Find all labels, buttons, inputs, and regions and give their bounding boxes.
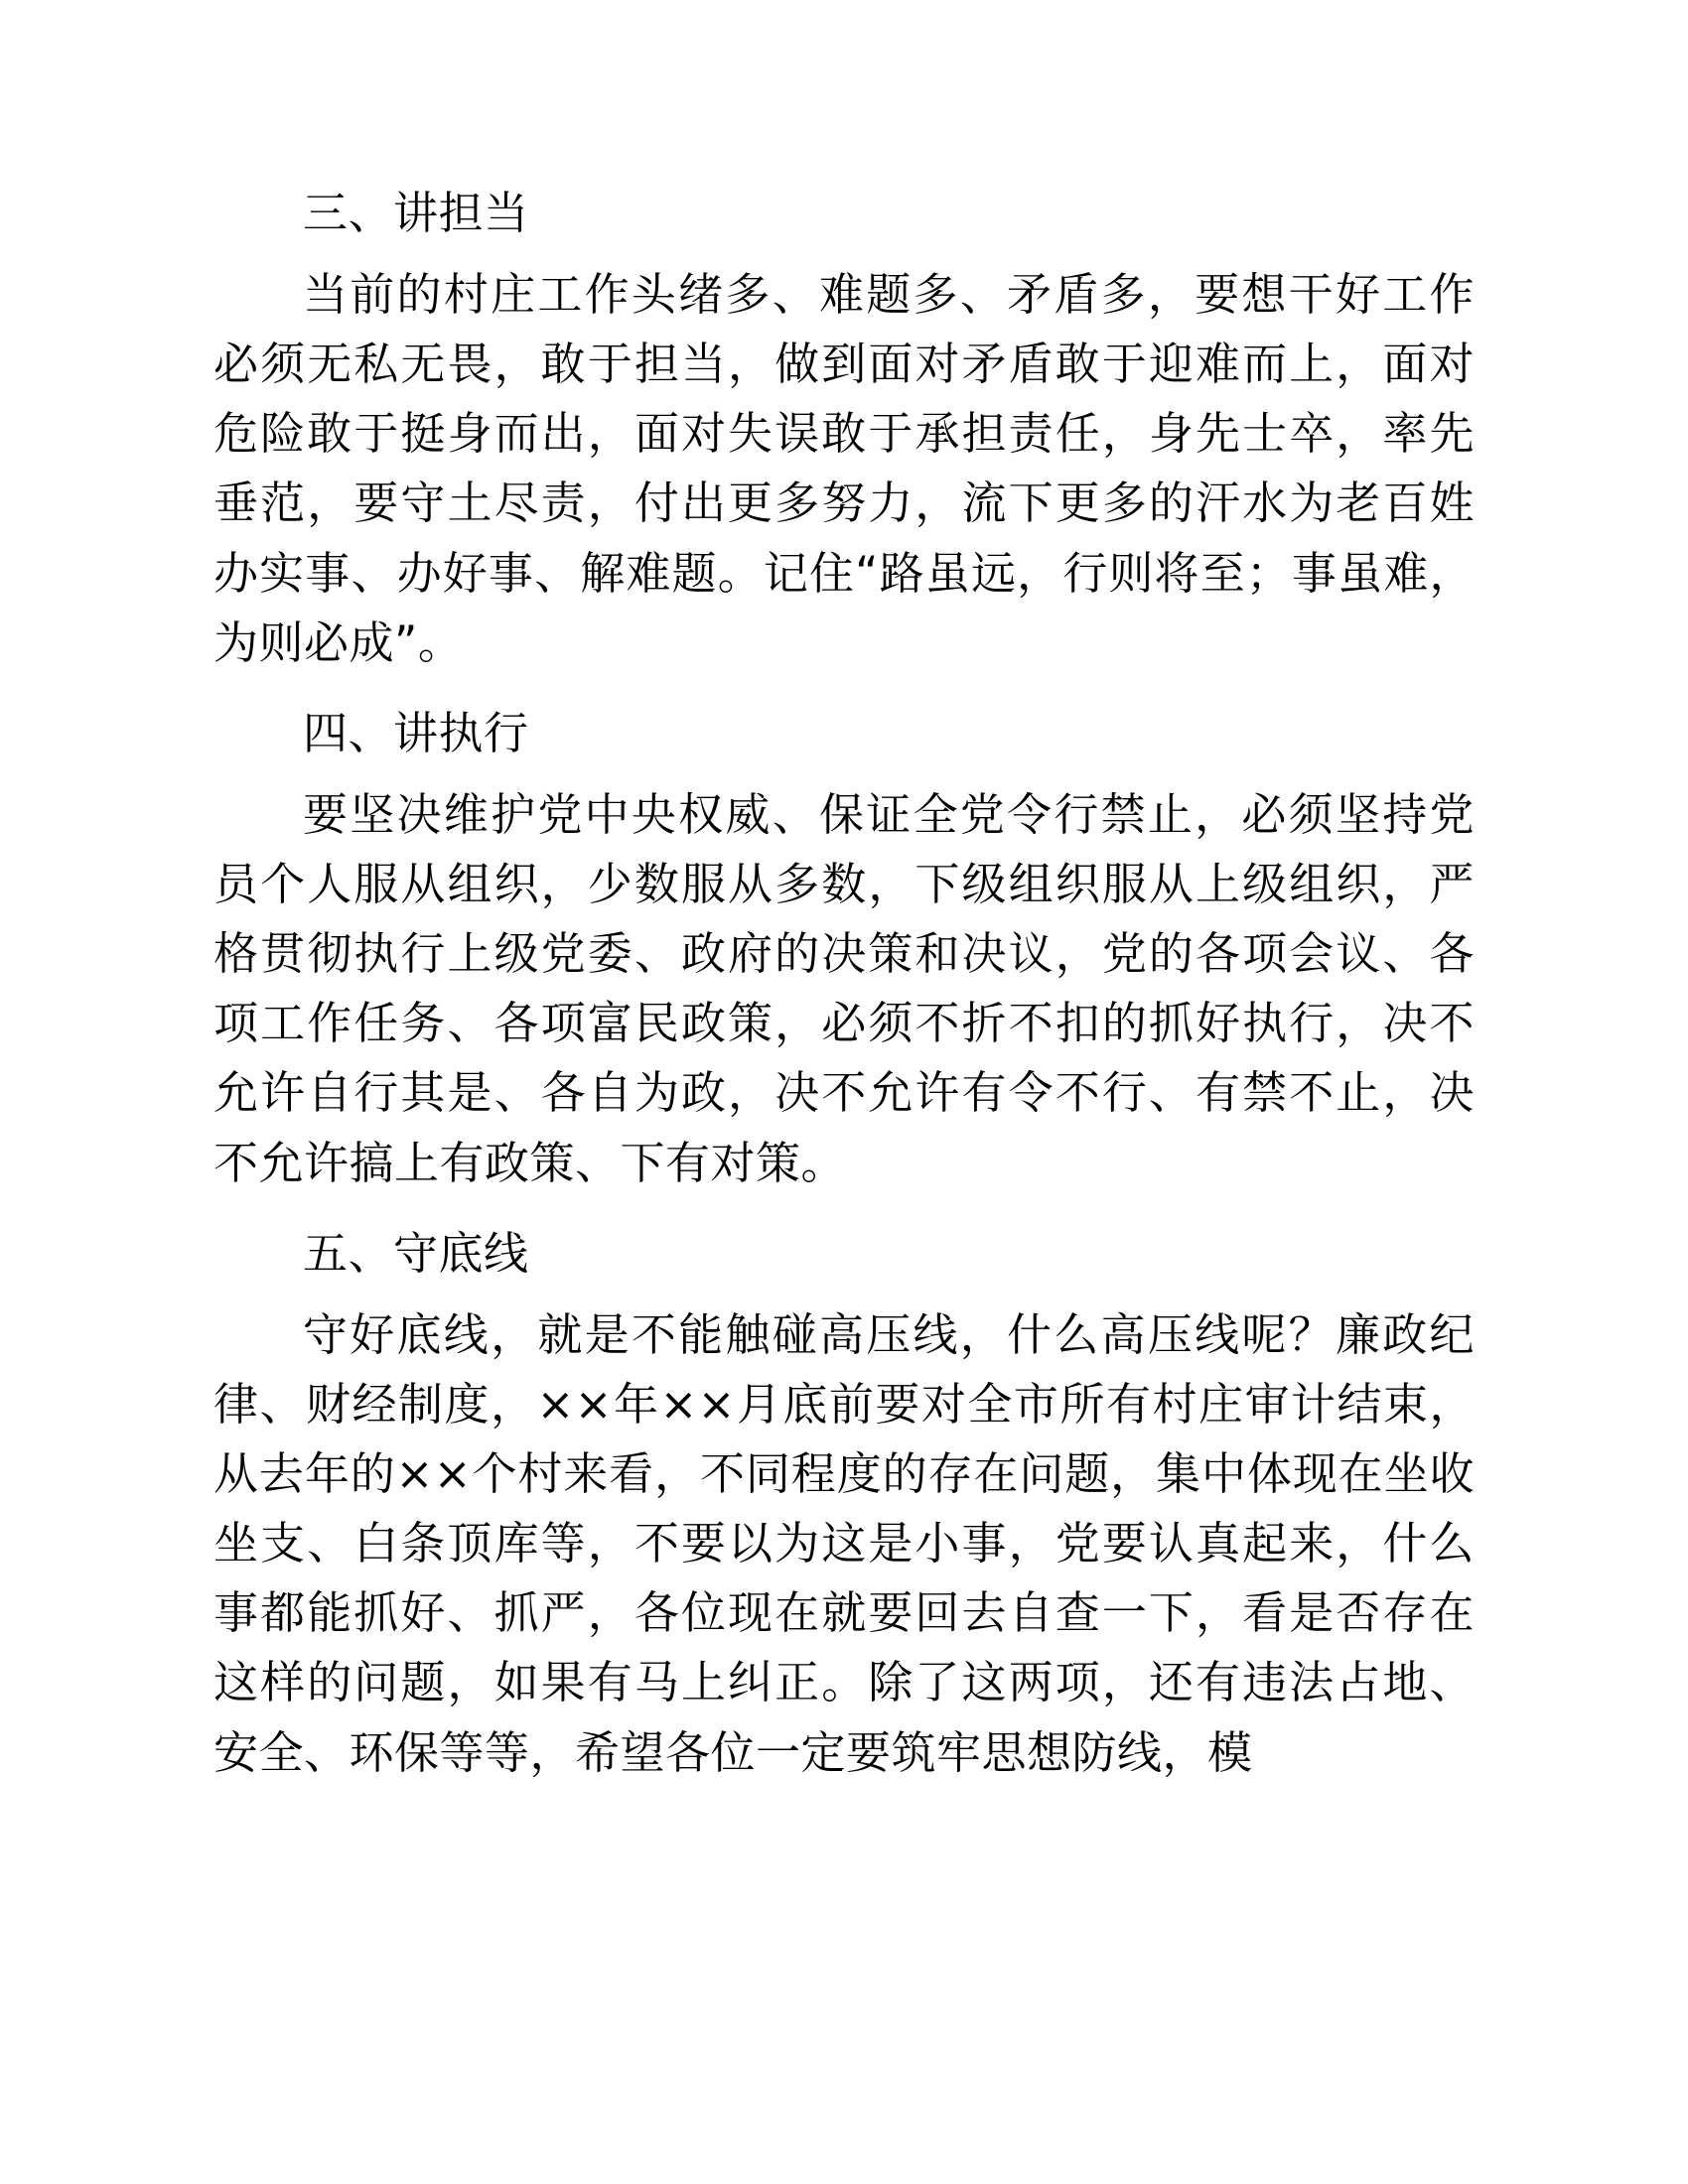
section-heading: 三、讲担当	[303, 187, 529, 239]
document-body	[213, 184, 1475, 1788]
document-section	[213, 704, 1475, 1198]
section-paragraph: 守好底线，就是不能触碰高压线，什么高压线呢？廉政纪律、财经制度，××年××月底前要对全市所有村庄审计结束，从去年的××个村来看，不同程度的存在问题，集中体现在坐收坐支、白条顶库等，不要以为这是小事，党要认真起来，什么事都能抓好、抓严，各位现在就要回去自查一下，看是否存在这样的问题，如果有马上纠正。除了这两项，还有违法占地、安全、环保等等，希望各位一定要筑牢思想防线，模	[213, 1307, 1475, 1779]
section-paragraph: 当前的村庄工作头绪多、难题多、矛盾多，要想干好工作必须无私无畏，敢于担当，做到面对矛盾敢于迎难而上，面对危险敢于挺身而出，面对失误敢于承担责任，身先士卒，率先垂范，要守土尽责，付出更多努力，流下更多的汗水为老百姓办实事、办好事、解难题。记住“路虽远，行则将至；事虽难，为则必成”。	[213, 267, 1475, 669]
section-heading: 四、讲执行	[303, 706, 529, 759]
section-heading: 五、守底线	[303, 1226, 529, 1280]
document-section	[213, 184, 1475, 678]
section-paragraph: 要坚决维护党中央权威、保证全党令行禁止，必须坚持党员个人服从组织，少数服从多数，下级组织服从上级组织，严格贯彻执行上级党委、政府的决策和决议，党的各项会议、各项工作任务、各项富民政策，必须不折不扣的抓好执行，决不允许自行其是、各自为政，决不允许有令不行、有禁不止，决不允许搞上有政策、下有对策。	[213, 787, 1475, 1189]
document-section	[213, 1224, 1475, 1788]
